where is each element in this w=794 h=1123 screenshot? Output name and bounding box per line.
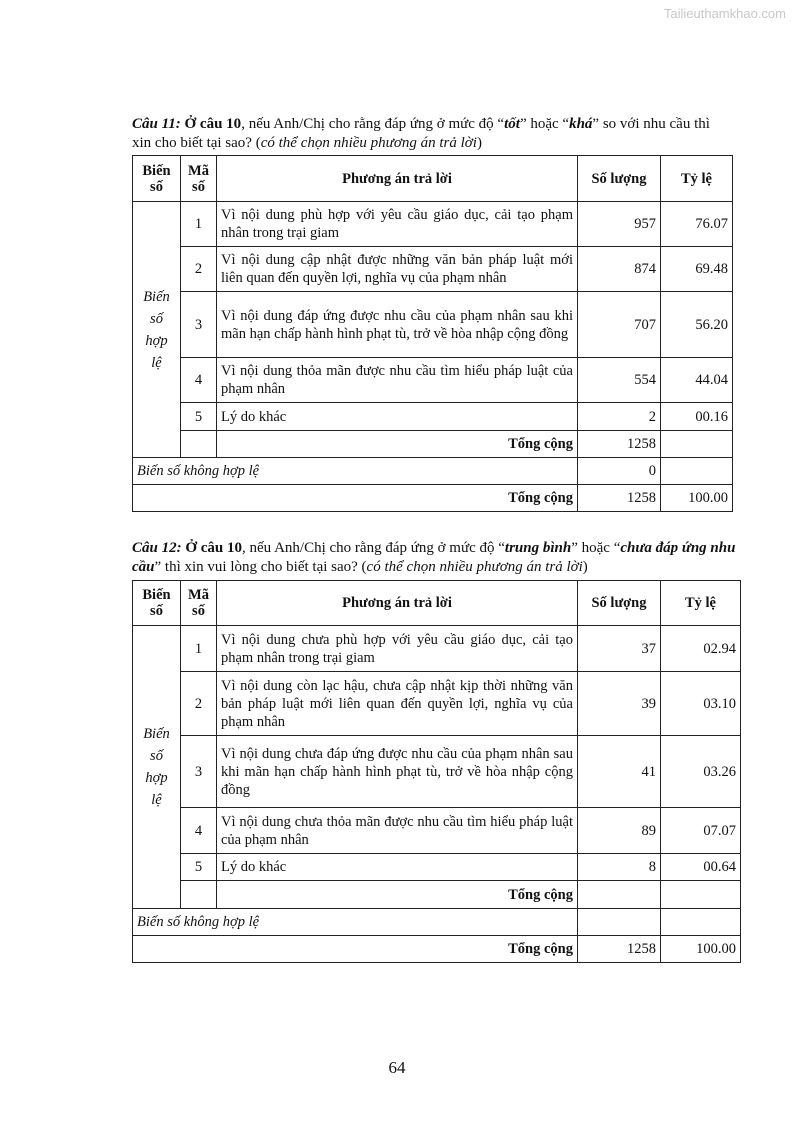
table-row [133, 854, 741, 881]
row-code: 4 [181, 808, 217, 854]
subtotal-row [133, 881, 741, 909]
question-12-table [132, 580, 741, 963]
row-answer: Vì nội dung phù hợp với yêu cầu giáo dục, cải tạo phạm nhân trong trại giam [217, 202, 578, 247]
row-count: 8 [578, 854, 661, 881]
row-answer: Vì nội dung đáp ứng được nhu cầu của phạm nhân sau khi mãn hạn chấp hành hình phạt tù, trở về hòa nhập cộng đồng [217, 292, 578, 358]
invalid-row [133, 458, 733, 485]
title-emph: trung bình [504, 540, 572, 556]
table-row [133, 403, 733, 431]
total-label: Tổng cộng [133, 485, 578, 512]
invalid-count [578, 909, 661, 936]
header-bien-so: Biến số [133, 581, 181, 626]
subtotal-row [133, 431, 733, 458]
title-text: ) [582, 559, 588, 575]
question-11-title [132, 115, 732, 153]
row-percent: 44.04 [661, 358, 733, 403]
table-row [133, 808, 741, 854]
row-code: 3 [181, 736, 217, 808]
row-count: 2 [578, 403, 661, 431]
header-phuong-an: Phương án trả lời [217, 156, 578, 202]
invalid-label: Biến số không hợp lệ [133, 909, 578, 936]
empty-cell [181, 431, 217, 458]
header-ty-le: Tỷ lệ [661, 156, 733, 202]
invalid-percent [661, 909, 741, 936]
table-row [133, 292, 733, 358]
subtotal-label: Tổng cộng [217, 881, 578, 909]
row-answer: Lý do khác [217, 403, 578, 431]
header-phuong-an: Phương án trả lời [217, 581, 578, 626]
row-answer: Vì nội dung chưa đáp ứng được nhu cầu của phạm nhân sau khi mãn hạn chấp hành hình phạt tù, trở về hòa nhập cộng đồng [217, 736, 578, 808]
row-code: 1 [181, 626, 217, 672]
row-answer: Vì nội dung chưa thỏa mãn được nhu cầu tìm hiểu pháp luật của phạm nhân [217, 808, 578, 854]
invalid-row [133, 909, 741, 936]
title-text: ) [476, 135, 482, 151]
header-row [133, 156, 733, 202]
title-emph: chưa đáp ứng nhu cầu [132, 540, 736, 575]
title-emph: tốt [504, 116, 520, 132]
empty-cell [181, 881, 217, 909]
row-count: 707 [578, 292, 661, 358]
row-percent: 02.94 [661, 626, 741, 672]
table-row [133, 202, 733, 247]
title-text: , nếu Anh/Chị cho rằng đáp ứng ở mức độ “ [241, 116, 505, 132]
header-ma-so: Mã số [181, 156, 217, 202]
header-bien-so: Biến số [133, 156, 181, 202]
total-percent: 100.00 [661, 485, 733, 512]
row-count: 37 [578, 626, 661, 672]
header-so-luong: Số lượng [578, 581, 661, 626]
title-emph: khá [569, 116, 593, 132]
total-count: 1258 [578, 485, 661, 512]
row-code: 2 [181, 247, 217, 292]
row-count: 41 [578, 736, 661, 808]
title-note: có thể chọn nhiều phương án trả lời [366, 559, 583, 575]
subtotal-label: Tổng cộng [217, 431, 578, 458]
question-12-title [132, 539, 742, 577]
title-text: ” thì xin vui lòng cho biết tại sao? ( [154, 559, 367, 575]
table-row [133, 626, 741, 672]
subtotal-percent [661, 431, 733, 458]
row-code: 2 [181, 672, 217, 736]
header-ma-so: Mã số [181, 581, 217, 626]
total-count: 1258 [578, 936, 661, 963]
total-label: Tổng cộng [133, 936, 578, 963]
title-text: , nếu Anh/Chị cho rằng đáp ứng ở mức độ “ [242, 540, 505, 556]
watermark: Tailieuthamkhao.com [663, 6, 786, 21]
row-answer: Vì nội dung còn lạc hậu, chưa cập nhật kịp thời những văn bản pháp luật mới liên quan đến quyền lợi, nghĩa vụ của phạm nhân [217, 672, 578, 736]
row-code: 5 [181, 854, 217, 881]
row-percent: 00.64 [661, 854, 741, 881]
subtotal-count [578, 881, 661, 909]
table-row [133, 672, 741, 736]
header-row [133, 581, 741, 626]
row-percent: 07.07 [661, 808, 741, 854]
row-percent: 76.07 [661, 202, 733, 247]
row-percent: 03.26 [661, 736, 741, 808]
row-count: 89 [578, 808, 661, 854]
title-ref: Ở câu 10 [180, 116, 242, 132]
valid-group-label: Biến số hợp lệ [133, 202, 181, 458]
total-row [133, 485, 733, 512]
row-count: 874 [578, 247, 661, 292]
header-ty-le: Tỷ lệ [661, 581, 741, 626]
row-count: 957 [578, 202, 661, 247]
row-percent: 69.48 [661, 247, 733, 292]
total-percent: 100.00 [661, 936, 741, 963]
question-11-table [132, 155, 733, 512]
row-answer: Lý do khác [217, 854, 578, 881]
row-count: 39 [578, 672, 661, 736]
row-percent: 00.16 [661, 403, 733, 431]
row-count: 554 [578, 358, 661, 403]
title-text: ” hoặc “ [571, 540, 621, 556]
title-label: Câu 12: [132, 540, 182, 556]
title-text: ” so với nhu cầu thì xin cho biết tại sao? ( [132, 116, 710, 151]
row-percent: 03.10 [661, 672, 741, 736]
header-so-luong: Số lượng [578, 156, 661, 202]
table-row [133, 247, 733, 292]
row-answer: Vì nội dung cập nhật được những văn bản pháp luật mới liên quan đến quyền lợi, nghĩa vụ của phạm nhân [217, 247, 578, 292]
subtotal-percent [661, 881, 741, 909]
total-row [133, 936, 741, 963]
row-code: 1 [181, 202, 217, 247]
invalid-label: Biến số không hợp lệ [133, 458, 578, 485]
row-code: 4 [181, 358, 217, 403]
table-row [133, 358, 733, 403]
row-code: 3 [181, 292, 217, 358]
title-note: có thể chọn nhiều phương án trả lời [260, 135, 477, 151]
table-row [133, 736, 741, 808]
title-ref: Ở câu 10 [181, 540, 243, 556]
row-answer: Vì nội dung thỏa mãn được nhu cầu tìm hiểu pháp luật của phạm nhân [217, 358, 578, 403]
row-percent: 56.20 [661, 292, 733, 358]
invalid-percent [661, 458, 733, 485]
row-code: 5 [181, 403, 217, 431]
invalid-count: 0 [578, 458, 661, 485]
page-number: 64 [388, 1058, 406, 1077]
valid-group-label: Biến số hợp lệ [133, 626, 181, 909]
row-answer: Vì nội dung chưa phù hợp với yêu cầu giáo dục, cải tạo phạm nhân trong trại giam [217, 626, 578, 672]
subtotal-count: 1258 [578, 431, 661, 458]
title-label: Câu 11: [132, 116, 181, 132]
title-text: ” hoặc “ [519, 116, 570, 132]
